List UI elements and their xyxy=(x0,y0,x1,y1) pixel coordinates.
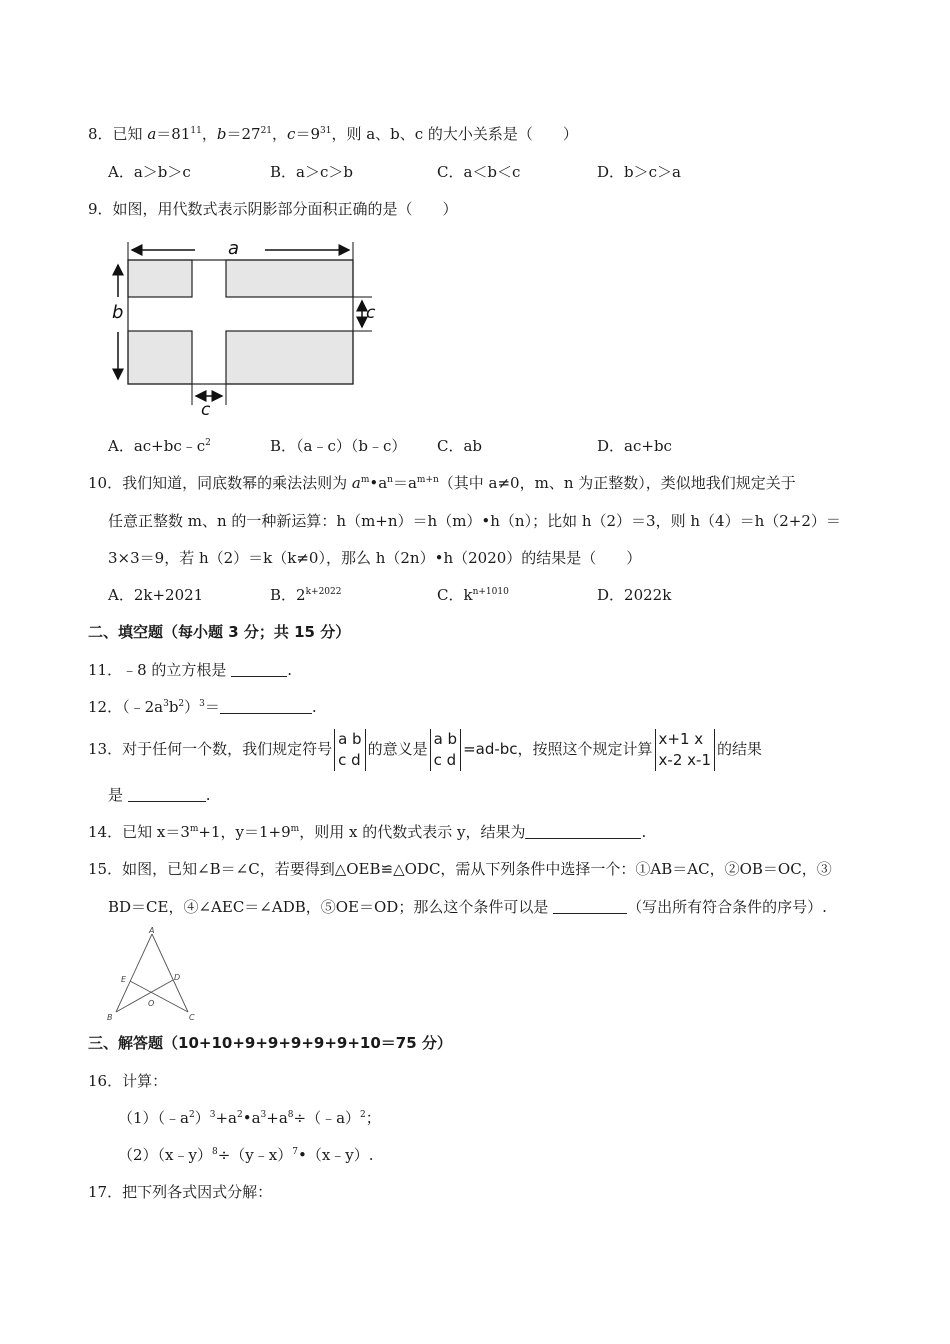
segment-ce xyxy=(130,981,188,1012)
question-10-line-3: 3×3＝9，若 h（2）＝k（k≠0），那么 h（2n）•h（2020）的结果是（ ） xyxy=(108,549,642,567)
label-A: A xyxy=(149,926,155,935)
q9-option-c: C．ab xyxy=(437,437,483,455)
q10-option-a: A．2k+2021 xyxy=(108,586,204,604)
question-13-line-2: 是 . xyxy=(108,786,211,804)
q10-option-c: C．$k^{n+1010}$ xyxy=(437,586,509,604)
cross-shaded-rectangle-figure xyxy=(100,232,390,422)
q12-answer-blank[interactable] xyxy=(220,699,312,714)
q11-answer-blank[interactable] xyxy=(231,662,287,677)
question-17: 17．把下列各式因式分解： xyxy=(88,1183,273,1201)
side-ab xyxy=(116,934,155,1012)
question-11: 11．﹣8 的立方根是 . xyxy=(88,661,292,679)
question-16: 16．计算： xyxy=(88,1072,168,1090)
q10-option-b: B．$2^{k+2022}$ xyxy=(270,586,342,604)
question-16-part-2: （2）（x﹣y）$^8$÷（y﹣x）$^7$•（x﹣y）. xyxy=(118,1146,374,1164)
question-14: 14．已知 $x=3^m+1$，$y=1+9^m$，则用 x 的代数式表示 y，结果为 . xyxy=(88,823,647,841)
label-E: E xyxy=(121,975,127,984)
q13-answer-blank[interactable] xyxy=(128,787,206,802)
label-b: b xyxy=(112,302,124,323)
question-9: 9．如图，用代数式表示阴影部分面积正确的是（ ） xyxy=(88,200,458,218)
q9-option-d: D．ac+bc xyxy=(597,437,672,455)
section-2-heading: 二、填空题（每小题 3 分；共 15 分） xyxy=(88,623,351,641)
question-16-part-1: $(1)(﹣a^2)^3+a^2•a^3+a^8\div(﹣a)^2$； xyxy=(118,1109,381,1127)
label-O: O xyxy=(148,999,155,1008)
q14-answer-blank[interactable] xyxy=(525,824,641,839)
question-15-line-2: BD＝CE，④∠AEC＝∠ADB，⑤OE＝OD；那么这个条件可以是 （写出所有符合条件的序号）. xyxy=(108,898,827,916)
shaded-region-bottom-left xyxy=(128,331,192,384)
triangle-figure xyxy=(104,926,199,1022)
q9-option-b: B．（a﹣c）（b﹣c） xyxy=(270,437,407,455)
determinant-symbol-2: a b c d xyxy=(430,729,461,771)
shaded-region-bottom-right xyxy=(226,331,353,384)
question-10-line-2: 任意正整数 m、n 的一种新运算：h（m+n）＝h（m）•h（n）；比如 h（2）＝3，则 h（4）＝h（2+2）＝ xyxy=(108,512,841,530)
shaded-region-top-left xyxy=(128,260,192,297)
section-3-heading: 三、解答题（10+10+9+9+9+9+9+10＝75 分） xyxy=(88,1034,452,1052)
q9-option-a: A．$ac+bc﹣c^2$ xyxy=(108,437,211,455)
q15-answer-blank[interactable] xyxy=(553,899,627,914)
side-ac xyxy=(152,934,188,1012)
label-c-right: c xyxy=(366,303,376,323)
label-C: C xyxy=(189,1013,195,1022)
q8-option-a: A．a＞b＞c xyxy=(108,163,191,181)
q8-option-c: C．a＜b＜c xyxy=(437,163,521,181)
question-8: 8．已知 $a=81^{11}$，$b=27^{21}$，$c=9^{31}$，则 a、b、c 的大小关系是（ ） xyxy=(88,125,578,143)
label-B: B xyxy=(107,1013,113,1022)
question-12: 12．$(﹣2a^3b^2)^3=$ . xyxy=(88,698,317,716)
segment-bd xyxy=(116,980,173,1012)
q10-option-d: D．2022k xyxy=(597,586,672,604)
label-D: D xyxy=(174,973,181,982)
question-10-line-1: 10．我们知道，同底数幂的乘法法则为 $a^m•a^n=a^{m+n}$（其中 a≠0，m、n 为正整数），类似地我们规定关于 xyxy=(88,474,796,492)
q8-option-b: B．a＞c＞b xyxy=(270,163,353,181)
label-c-bottom: c xyxy=(201,400,211,420)
shaded-region-top-right xyxy=(226,260,353,297)
label-a: a xyxy=(228,238,240,259)
determinant-symbol-1: a b c d xyxy=(334,729,365,771)
question-15-line-1: 15．如图，已知∠B＝∠C，若要得到△OEB≌△ODC，需从下列条件中选择一个：①AB＝AC，②OB＝OC，③ xyxy=(88,860,832,878)
determinant-symbol-3: x+1 x x-2 x-1 xyxy=(655,729,715,771)
q8-option-d: D．b＞c＞a xyxy=(597,163,681,181)
question-13-line-1: 13．对于任何一个数，我们规定符号 a b c d 的意义是 a b c d =ad-bc，按照这个规定计算 x+1 x x-2 x-1 的结果 xyxy=(88,730,762,769)
